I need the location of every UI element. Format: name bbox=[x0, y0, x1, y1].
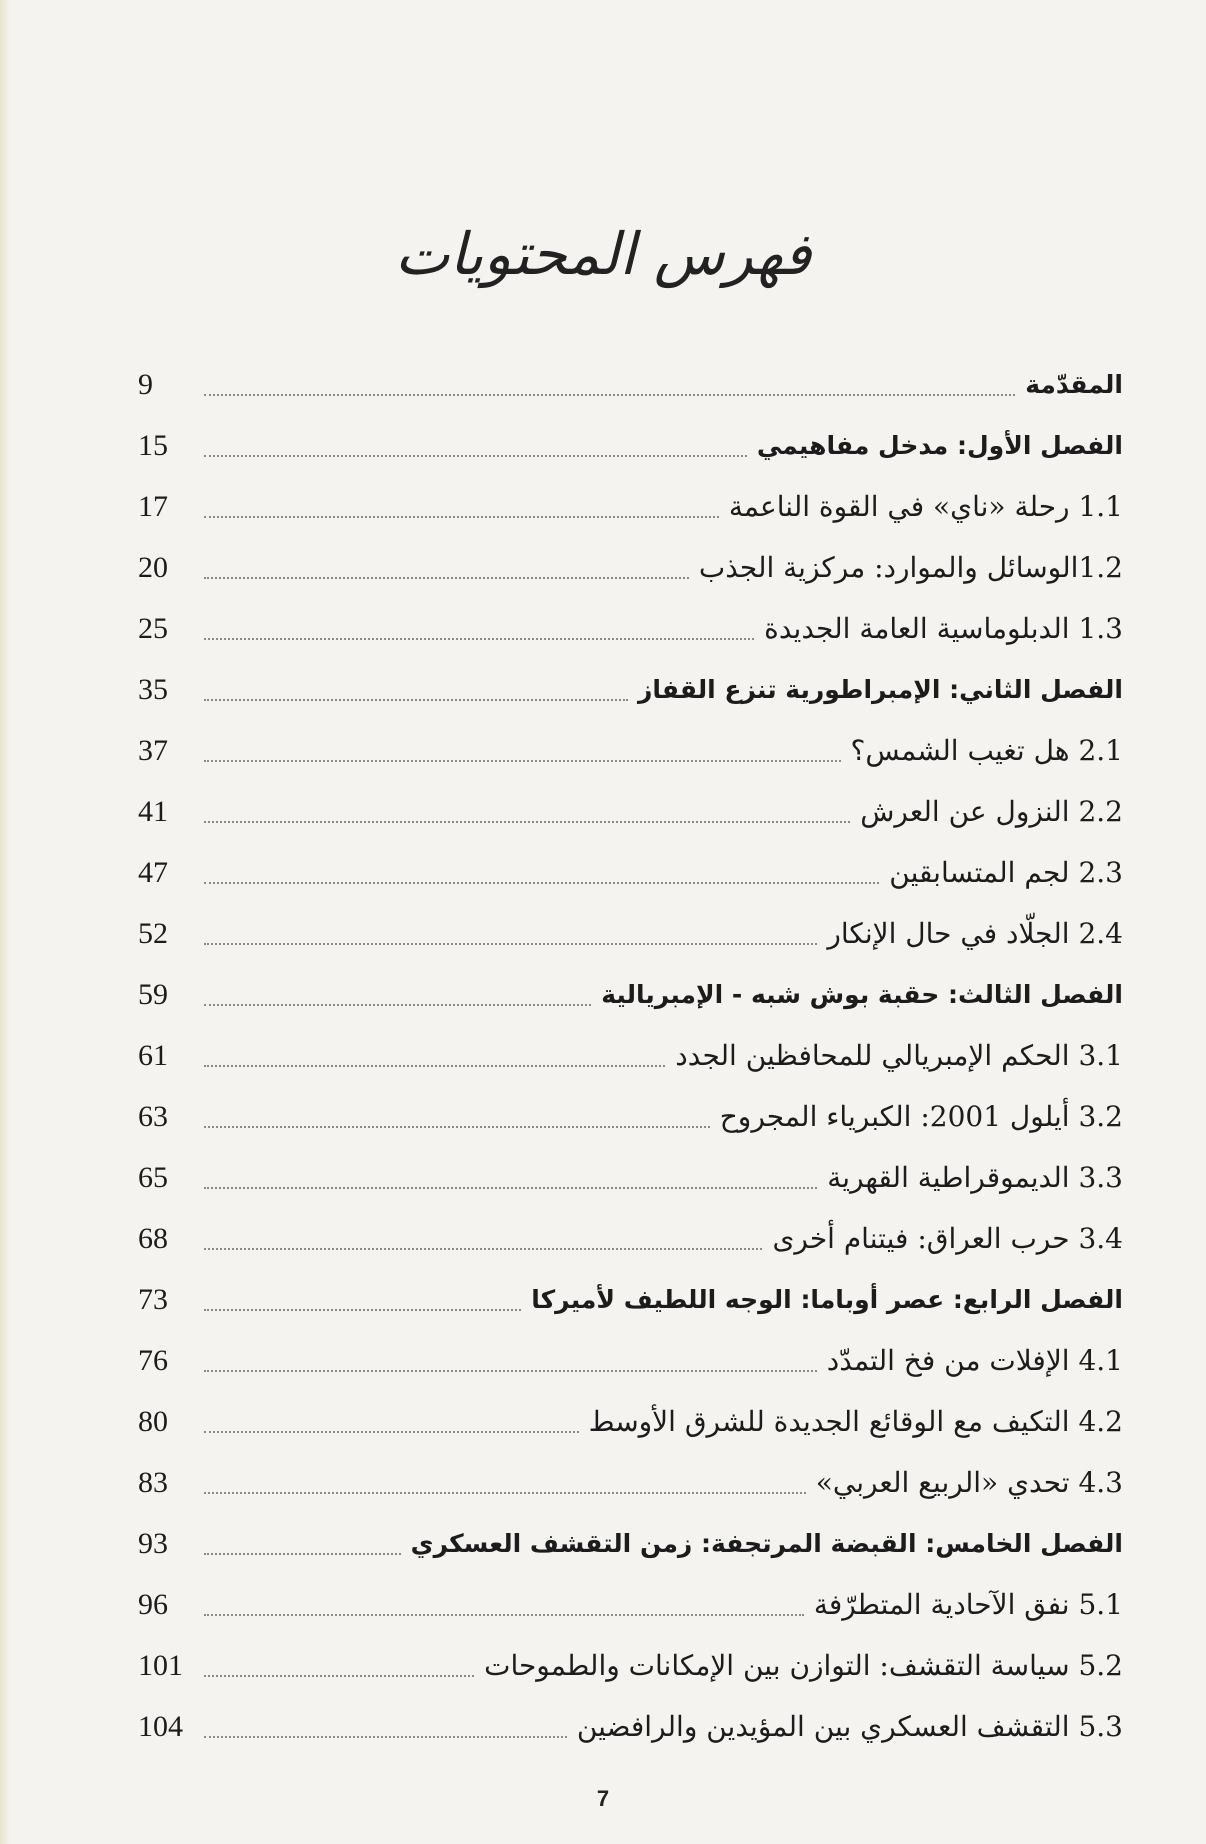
dot-leader bbox=[204, 1004, 591, 1006]
dot-leader bbox=[204, 1614, 804, 1616]
toc-entry-label: 2.4 الجلّاد في حال الإنكار bbox=[827, 917, 1123, 950]
toc-entry bbox=[138, 1147, 1123, 1208]
toc-entry-label: 3.2 أيلول 2001: الكبرياء المجروح bbox=[719, 1100, 1123, 1133]
dot-leader bbox=[204, 882, 879, 884]
dot-leader bbox=[204, 1126, 710, 1128]
toc-entry bbox=[138, 1513, 1123, 1574]
dot-leader bbox=[204, 638, 754, 640]
toc-entry bbox=[138, 1330, 1123, 1391]
page-title: فهرس المحتويات bbox=[394, 220, 812, 288]
toc-entry bbox=[138, 964, 1123, 1025]
toc-page-number: 25 bbox=[138, 611, 168, 645]
toc-page-number: 63 bbox=[138, 1099, 168, 1133]
toc-entry bbox=[138, 1635, 1123, 1696]
dot-leader bbox=[204, 1492, 806, 1494]
toc-entry bbox=[138, 842, 1123, 903]
toc-page-number: 9 bbox=[138, 367, 153, 401]
toc-page-number: 65 bbox=[138, 1160, 168, 1194]
dot-leader bbox=[204, 760, 841, 762]
dot-leader bbox=[204, 1675, 474, 1677]
dot-leader bbox=[204, 699, 628, 701]
toc-entry-label: 1.2الوسائل والموارد: مركزية الجذب bbox=[698, 551, 1123, 584]
toc-entry bbox=[138, 1696, 1123, 1757]
toc-page-number: 47 bbox=[138, 855, 168, 889]
toc-entry bbox=[138, 1452, 1123, 1513]
toc-entry-label: 3.3 الديموقراطية القهرية bbox=[827, 1161, 1123, 1194]
toc-page-number: 83 bbox=[138, 1465, 168, 1499]
toc-page-number: 61 bbox=[138, 1038, 168, 1072]
toc-entry bbox=[138, 1269, 1123, 1330]
toc-entry-label: الفصل الثاني: الإمبراطورية تنزع القفاز bbox=[637, 675, 1123, 704]
toc-entry bbox=[138, 476, 1123, 537]
dot-leader bbox=[204, 1370, 817, 1372]
toc-entry-label: 5.1 نفق الآحادية المتطرّفة bbox=[813, 1588, 1123, 1621]
toc-entry-label: المقدّمة bbox=[1025, 370, 1123, 399]
toc-entry-label: 5.2 سياسة التقشف: التوازن بين الإمكانات والطموحات bbox=[484, 1649, 1123, 1682]
dot-leader bbox=[204, 1431, 579, 1433]
toc-entry-label: 4.1 الإفلات من فخ التمدّد bbox=[826, 1344, 1123, 1377]
toc-entry bbox=[138, 1025, 1123, 1086]
toc-entry-label: 1.1 رحلة «ناي» في القوة الناعمة bbox=[728, 490, 1123, 523]
table-of-contents bbox=[138, 354, 1123, 1757]
toc-entry bbox=[138, 1208, 1123, 1269]
toc-page-number: 104 bbox=[138, 1709, 183, 1743]
toc-page-number: 96 bbox=[138, 1587, 168, 1621]
toc-page-number: 41 bbox=[138, 794, 168, 828]
toc-entry-label: 4.3 تحدي «الربيع العربي» bbox=[815, 1466, 1123, 1499]
toc-page-number: 93 bbox=[138, 1526, 168, 1560]
toc-entry-label: 1.3 الدبلوماسية العامة الجديدة bbox=[764, 612, 1123, 645]
page-folio-number: 7 bbox=[596, 1786, 610, 1811]
dot-leader bbox=[204, 821, 850, 823]
toc-entry bbox=[138, 354, 1123, 415]
dot-leader bbox=[204, 1065, 665, 1067]
toc-page-number: 80 bbox=[138, 1404, 168, 1438]
toc-entry bbox=[138, 659, 1123, 720]
dot-leader bbox=[204, 1736, 567, 1738]
toc-entry bbox=[138, 537, 1123, 598]
toc-entry bbox=[138, 1391, 1123, 1452]
dot-leader bbox=[204, 394, 1015, 396]
toc-page-number: 15 bbox=[138, 428, 168, 462]
dot-leader bbox=[204, 1309, 521, 1311]
dot-leader bbox=[204, 455, 747, 457]
toc-entry-label: 2.3 لجم المتسابقين bbox=[889, 856, 1123, 889]
dot-leader bbox=[204, 1553, 401, 1555]
toc-entry-label: الفصل الأول: مدخل مفاهيمي bbox=[756, 431, 1123, 460]
dot-leader bbox=[204, 577, 689, 579]
toc-page-number: 68 bbox=[138, 1221, 168, 1255]
dot-leader bbox=[204, 943, 817, 945]
toc-page-number: 35 bbox=[138, 672, 168, 706]
toc-entry-label: الفصل الثالث: حقبة بوش شبه - الإمبريالية bbox=[601, 980, 1123, 1009]
toc-entry-label: 2.2 النزول عن العرش bbox=[860, 795, 1123, 828]
toc-entry bbox=[138, 781, 1123, 842]
toc-entry bbox=[138, 720, 1123, 781]
toc-entry bbox=[138, 1574, 1123, 1635]
toc-page-number: 73 bbox=[138, 1282, 168, 1316]
toc-page-number: 59 bbox=[138, 977, 168, 1011]
toc-entry-label: 2.1 هل تغيب الشمس؟ bbox=[850, 734, 1123, 767]
toc-entry-label: 3.4 حرب العراق: فيتنام أخرى bbox=[772, 1222, 1123, 1255]
toc-page-number: 101 bbox=[138, 1648, 183, 1682]
toc-page-number: 52 bbox=[138, 916, 168, 950]
toc-entry bbox=[138, 598, 1123, 659]
toc-entry-label: 3.1 الحكم الإمبريالي للمحافظين الجدد bbox=[675, 1039, 1123, 1072]
toc-entry bbox=[138, 1086, 1123, 1147]
toc-page-number: 17 bbox=[138, 489, 168, 523]
toc-page-number: 20 bbox=[138, 550, 168, 584]
toc-entry-label: 5.3 التقشف العسكري بين المؤيدين والرافضين bbox=[576, 1710, 1123, 1743]
dot-leader bbox=[204, 1187, 817, 1189]
dot-leader bbox=[204, 1248, 762, 1250]
toc-entry-label: الفصل الخامس: القبضة المرتجفة: زمن التقشف العسكري bbox=[410, 1529, 1123, 1558]
dot-leader bbox=[204, 516, 719, 518]
toc-entry-label: الفصل الرابع: عصر أوباما: الوجه اللطيف لأميركا bbox=[531, 1285, 1123, 1314]
toc-entry bbox=[138, 903, 1123, 964]
toc-page-number: 37 bbox=[138, 733, 168, 767]
toc-page-number: 76 bbox=[138, 1343, 168, 1377]
toc-entry-label: 4.2 التكيف مع الوقائع الجديدة للشرق الأوسط bbox=[588, 1405, 1123, 1438]
toc-entry bbox=[138, 415, 1123, 476]
